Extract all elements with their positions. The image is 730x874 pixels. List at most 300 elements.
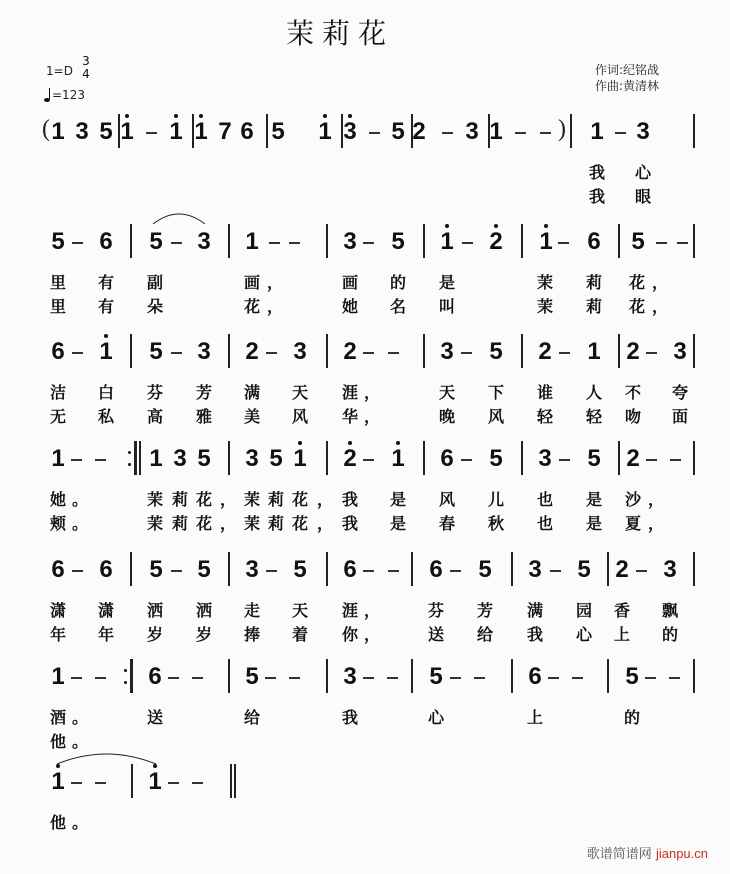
- lyric-char: 我: [588, 163, 606, 182]
- sustain-dash: [461, 352, 472, 354]
- sustain-dash: [656, 242, 667, 244]
- sustain-dash: [572, 677, 583, 679]
- lyric-char: 花: [628, 297, 646, 316]
- lyric-char: 秋: [487, 514, 505, 533]
- note: 1: [51, 445, 65, 472]
- lyric-char: 颊: [49, 514, 67, 533]
- lyric-char: 芬: [427, 601, 445, 620]
- lyric-char: 也: [536, 514, 554, 533]
- note: 2: [343, 338, 357, 365]
- lyric-char: 的: [661, 625, 679, 644]
- bar-line: [411, 114, 413, 148]
- bar-line: [266, 114, 268, 148]
- lyric-char: 是: [585, 490, 603, 509]
- note: 5: [429, 663, 443, 690]
- lyric-char: 我: [526, 625, 544, 644]
- lyric-char: ，: [647, 514, 665, 533]
- watermark: [587, 843, 708, 862]
- note: 5: [391, 118, 405, 145]
- note: 3: [293, 338, 307, 365]
- high-octave-dot: [323, 114, 327, 118]
- lyric-char: 莉: [585, 297, 603, 316]
- note: 5: [631, 228, 645, 255]
- lyric-char: 茉: [243, 514, 261, 533]
- bar-line: [228, 441, 230, 475]
- lyric-char: 送: [427, 625, 445, 644]
- note: 7: [218, 118, 232, 145]
- note: 5: [245, 663, 259, 690]
- note: 6: [240, 118, 254, 145]
- score-title: 茉莉花: [285, 17, 394, 50]
- lyric-char: 上: [526, 708, 544, 727]
- lyric-char: 捧: [243, 625, 261, 644]
- note: 1: [245, 228, 259, 255]
- lyric-char: 轻: [536, 407, 554, 426]
- sustain-dash: [548, 677, 559, 679]
- lyric-char: 不: [624, 383, 642, 402]
- lyric-char: 酒: [49, 708, 67, 727]
- note: 3: [528, 556, 542, 583]
- note: 6: [440, 445, 454, 472]
- sustain-dash: [95, 459, 106, 461]
- note: 1: [120, 118, 134, 145]
- lyric-char: 茉: [146, 490, 164, 509]
- sustain-dash: [645, 677, 656, 679]
- lyricist: 作词:纪铭战: [595, 63, 660, 77]
- note: 1: [99, 338, 113, 365]
- sustain-dash: [515, 132, 526, 134]
- bar-line: [511, 552, 513, 586]
- lyric-char: 我: [341, 514, 359, 533]
- note: 5: [577, 556, 591, 583]
- lyric-char: 。: [71, 732, 89, 751]
- note: 2: [343, 445, 357, 472]
- tie-arc: [57, 750, 156, 770]
- bar-line: [192, 114, 194, 148]
- lyric-char: 叫: [438, 297, 456, 316]
- note: 3: [75, 118, 89, 145]
- lyric-char: ，: [651, 297, 669, 316]
- lyric-char: 人: [585, 383, 603, 402]
- lyric-char: 白: [97, 383, 115, 402]
- lyric-char: 雅: [195, 407, 213, 426]
- sustain-dash: [646, 459, 657, 461]
- lyric-char: 送: [146, 708, 164, 727]
- lyric-char: 她: [49, 490, 67, 509]
- lyric-char: 是: [585, 514, 603, 533]
- lyric-char: 给: [243, 708, 261, 727]
- paren: ): [558, 116, 566, 142]
- bar-line: [130, 552, 132, 586]
- lyric-char: 洒: [195, 601, 213, 620]
- high-octave-dot: [298, 441, 302, 445]
- note: 5: [149, 556, 163, 583]
- bar-line: [618, 224, 620, 258]
- bar-line: [326, 224, 328, 258]
- sustain-dash: [669, 677, 680, 679]
- high-octave-dot: [544, 224, 548, 228]
- lyric-char: 着: [291, 625, 309, 644]
- sustain-dash: [646, 352, 657, 354]
- bar-line: [130, 334, 132, 368]
- bar-line: [341, 114, 343, 148]
- lyric-char: 我: [341, 708, 359, 727]
- note: 1: [51, 118, 65, 145]
- bar-line: [521, 334, 523, 368]
- tie-arc: [153, 210, 205, 230]
- note: 2: [412, 118, 426, 145]
- note: 6: [429, 556, 443, 583]
- note: 1: [318, 118, 332, 145]
- bar-line: [693, 441, 695, 475]
- lyric-char: ，: [316, 514, 334, 533]
- lyric-char: 莉: [267, 514, 285, 533]
- lyric-char: 潇: [49, 601, 67, 620]
- note: 5: [625, 663, 639, 690]
- sustain-dash: [559, 459, 570, 461]
- lyric-char: 茉: [243, 490, 261, 509]
- sustain-dash: [462, 242, 473, 244]
- lyric-char: 的: [389, 273, 407, 292]
- time-numerator: 3: [82, 54, 90, 68]
- lyric-char: 是: [389, 514, 407, 533]
- lyric-char: 茉: [536, 297, 554, 316]
- lyric-char: 也: [536, 490, 554, 509]
- bar-line: [693, 224, 695, 258]
- lyric-char: 年: [49, 625, 67, 644]
- lyric-char: 。: [71, 490, 89, 509]
- bar-line: [488, 114, 490, 148]
- note: 6: [51, 338, 65, 365]
- note: 3: [343, 663, 357, 690]
- sustain-dash: [363, 242, 374, 244]
- bar-line: [693, 114, 695, 148]
- sustain-dash: [192, 782, 203, 784]
- lyric-char: ，: [363, 383, 381, 402]
- lyric-char: 莉: [171, 490, 189, 509]
- note: 2: [615, 556, 629, 583]
- note: 1: [440, 228, 454, 255]
- lyric-char: ，: [363, 407, 381, 426]
- high-octave-dot: [494, 224, 498, 228]
- lyric-char: 华: [341, 407, 359, 426]
- lyric-char: 茉: [146, 514, 164, 533]
- lyric-char: 私: [97, 407, 115, 426]
- high-octave-dot: [348, 114, 352, 118]
- sustain-dash: [171, 242, 182, 244]
- note: 3: [173, 445, 187, 472]
- sustain-dash: [71, 459, 82, 461]
- lyric-char: 。: [71, 813, 89, 832]
- lyric-char: 花: [195, 490, 213, 509]
- lyric-char: 沙: [624, 490, 642, 509]
- lyric-char: 天: [438, 383, 456, 402]
- lyric-char: 春: [438, 514, 456, 533]
- lyric-char: 芳: [195, 383, 213, 402]
- note: 6: [343, 556, 357, 583]
- lyric-char: 风: [487, 407, 505, 426]
- tempo-marking: [44, 88, 85, 102]
- sustain-dash: [71, 677, 82, 679]
- note: 3: [197, 338, 211, 365]
- lyric-char: 风: [438, 490, 456, 509]
- lyric-char: 下: [487, 383, 505, 402]
- bar-line: [521, 224, 523, 258]
- note: 3: [663, 556, 677, 583]
- sustain-dash: [266, 352, 277, 354]
- note: 5: [293, 556, 307, 583]
- lyric-char: 园: [575, 601, 593, 620]
- sustain-dash: [171, 352, 182, 354]
- lyric-char: 花: [628, 273, 646, 292]
- sustain-dash: [636, 570, 647, 572]
- bar-line: [607, 552, 609, 586]
- bar-line: [326, 334, 328, 368]
- lyric-char: ，: [363, 601, 381, 620]
- lyric-char: 莉: [585, 273, 603, 292]
- note: 1: [51, 663, 65, 690]
- lyric-char: 给: [476, 625, 494, 644]
- lyric-char: 他: [49, 732, 67, 751]
- note: 3: [343, 118, 357, 145]
- sustain-dash: [72, 242, 83, 244]
- time-signature: [80, 55, 92, 81]
- note: 3: [245, 556, 259, 583]
- note: 5: [51, 228, 65, 255]
- bar-line: [228, 224, 230, 258]
- sustain-dash: [363, 352, 374, 354]
- lyric-char: 有: [97, 273, 115, 292]
- lyric-char: 有: [97, 297, 115, 316]
- lyric-char: 花: [291, 490, 309, 509]
- sustain-dash: [289, 677, 300, 679]
- sustain-dash: [461, 459, 472, 461]
- high-octave-dot: [199, 114, 203, 118]
- final-bar: [234, 764, 236, 798]
- repeat-bar-thin: [139, 441, 141, 475]
- note: 2: [489, 228, 503, 255]
- note: 1: [51, 768, 65, 795]
- bar-line: [693, 552, 695, 586]
- lyric-char: 谁: [536, 383, 554, 402]
- sustain-dash: [168, 782, 179, 784]
- sustain-dash: [266, 570, 277, 572]
- lyric-char: ，: [651, 273, 669, 292]
- lyric-char: 夸: [671, 383, 689, 402]
- lyric-char: 里: [49, 273, 67, 292]
- sustain-dash: [388, 352, 399, 354]
- note: 2: [245, 338, 259, 365]
- lyric-char: 。: [71, 514, 89, 533]
- lyric-char: 他: [49, 813, 67, 832]
- lyric-char: 我: [588, 187, 606, 206]
- lyric-char: 晚: [438, 407, 456, 426]
- lyric-char: 我: [341, 490, 359, 509]
- repeat-bar-thin: [130, 659, 133, 693]
- sustain-dash: [269, 242, 280, 244]
- lyric-char: 天: [291, 601, 309, 620]
- sustain-dash: [387, 677, 398, 679]
- bar-line: [618, 441, 620, 475]
- key-signature: 1=D: [46, 64, 73, 78]
- lyric-char: 莉: [267, 490, 285, 509]
- lyric-char: 吻: [624, 407, 642, 426]
- lyric-char: 心: [575, 625, 593, 644]
- lyric-char: 眼: [634, 187, 652, 206]
- repeat-dot: [128, 463, 131, 466]
- high-octave-dot: [104, 334, 108, 338]
- sustain-dash: [171, 570, 182, 572]
- note: 3: [197, 228, 211, 255]
- lyric-char: 芬: [146, 383, 164, 402]
- note: 2: [538, 338, 552, 365]
- lyric-char: 名: [389, 297, 407, 316]
- lyric-char: 岁: [146, 625, 164, 644]
- sustain-dash: [168, 677, 179, 679]
- note: 1: [539, 228, 553, 255]
- bar-line: [118, 114, 120, 148]
- bar-line: [423, 334, 425, 368]
- sustain-dash: [450, 570, 461, 572]
- lyric-char: 洒: [146, 601, 164, 620]
- note: 3: [245, 445, 259, 472]
- bar-line: [423, 441, 425, 475]
- sustain-dash: [369, 132, 380, 134]
- lyric-char: 风: [291, 407, 309, 426]
- lyric-char: 潇: [97, 601, 115, 620]
- note: 3: [343, 228, 357, 255]
- note: 5: [391, 228, 405, 255]
- lyric-char: 香: [613, 601, 631, 620]
- note: 2: [626, 338, 640, 365]
- lyric-char: 满: [526, 601, 544, 620]
- bar-line: [423, 224, 425, 258]
- bar-line: [411, 659, 413, 693]
- lyric-char: ，: [647, 490, 665, 509]
- repeat-dot: [124, 669, 127, 672]
- note: 1: [590, 118, 604, 145]
- note: 2: [626, 445, 640, 472]
- lyric-char: 茉: [536, 273, 554, 292]
- note: 5: [149, 228, 163, 255]
- lyric-char: 副: [146, 273, 164, 292]
- sustain-dash: [72, 570, 83, 572]
- repeat-bar-thick: [134, 441, 137, 475]
- sustain-dash: [474, 677, 485, 679]
- lyric-char: 花: [195, 514, 213, 533]
- sustain-dash: [363, 459, 374, 461]
- sustain-dash: [540, 132, 551, 134]
- note: 5: [489, 445, 503, 472]
- note: 1: [149, 445, 163, 472]
- bar-line: [130, 224, 132, 258]
- lyric-char: 莉: [171, 514, 189, 533]
- high-octave-dot: [445, 224, 449, 228]
- lyric-char: 儿: [487, 490, 505, 509]
- lyric-char: 她: [341, 297, 359, 316]
- bar-line: [511, 659, 513, 693]
- lyric-char: 心: [634, 163, 652, 182]
- lyric-char: 心: [427, 708, 445, 727]
- quarter-note-icon: [44, 88, 52, 102]
- lyric-char: 芳: [476, 601, 494, 620]
- lyric-char: 岁: [195, 625, 213, 644]
- note: 1: [148, 768, 162, 795]
- note: 5: [587, 445, 601, 472]
- lyric-char: ，: [219, 490, 237, 509]
- lyric-char: 洁: [49, 383, 67, 402]
- bar-line: [228, 334, 230, 368]
- lyric-char: 走: [243, 601, 261, 620]
- lyric-char: 。: [71, 708, 89, 727]
- lyric-char: 上: [613, 625, 631, 644]
- bar-line: [411, 552, 413, 586]
- note: 5: [99, 118, 113, 145]
- sustain-dash: [550, 570, 561, 572]
- note: 1: [169, 118, 183, 145]
- note: 1: [293, 445, 307, 472]
- lyric-char: 是: [438, 273, 456, 292]
- note: 6: [99, 556, 113, 583]
- note: 6: [528, 663, 542, 690]
- sustain-dash: [95, 677, 106, 679]
- high-octave-dot: [125, 114, 129, 118]
- note: 6: [148, 663, 162, 690]
- credits: [595, 62, 659, 94]
- sustain-dash: [559, 352, 570, 354]
- lyric-char: 画: [243, 273, 261, 292]
- note: 1: [391, 445, 405, 472]
- lyric-char: 花: [243, 297, 261, 316]
- note: 5: [149, 338, 163, 365]
- sustain-dash: [450, 677, 461, 679]
- lyric-char: ，: [266, 273, 284, 292]
- sustain-dash: [289, 242, 300, 244]
- note: 3: [538, 445, 552, 472]
- note: 6: [99, 228, 113, 255]
- bar-line: [228, 552, 230, 586]
- lyric-char: 美: [243, 407, 261, 426]
- lyric-char: ，: [219, 514, 237, 533]
- lyric-char: 画: [341, 273, 359, 292]
- note: 5: [197, 445, 211, 472]
- lyric-char: 涯: [341, 383, 359, 402]
- lyric-char: 是: [389, 490, 407, 509]
- high-octave-dot: [348, 441, 352, 445]
- note: 3: [636, 118, 650, 145]
- note: 6: [51, 556, 65, 583]
- note: 5: [269, 445, 283, 472]
- bar-line: [326, 659, 328, 693]
- sustain-dash: [615, 132, 626, 134]
- lyric-char: 年: [97, 625, 115, 644]
- watermark-cn: 歌谱简谱网: [586, 847, 652, 862]
- lyric-char: 夏: [624, 514, 642, 533]
- paren: (: [42, 116, 50, 142]
- watermark-en: jianpu.cn: [655, 846, 708, 861]
- high-octave-dot: [174, 114, 178, 118]
- lyric-char: ，: [266, 297, 284, 316]
- note: 3: [440, 338, 454, 365]
- sustain-dash: [558, 242, 569, 244]
- lyric-char: 面: [671, 407, 689, 426]
- lyric-char: 你: [341, 625, 359, 644]
- bar-line: [618, 334, 620, 368]
- note: 5: [271, 118, 285, 145]
- bar-line: [326, 441, 328, 475]
- sustain-dash: [192, 677, 203, 679]
- composer: 作曲:黄清林: [595, 79, 660, 93]
